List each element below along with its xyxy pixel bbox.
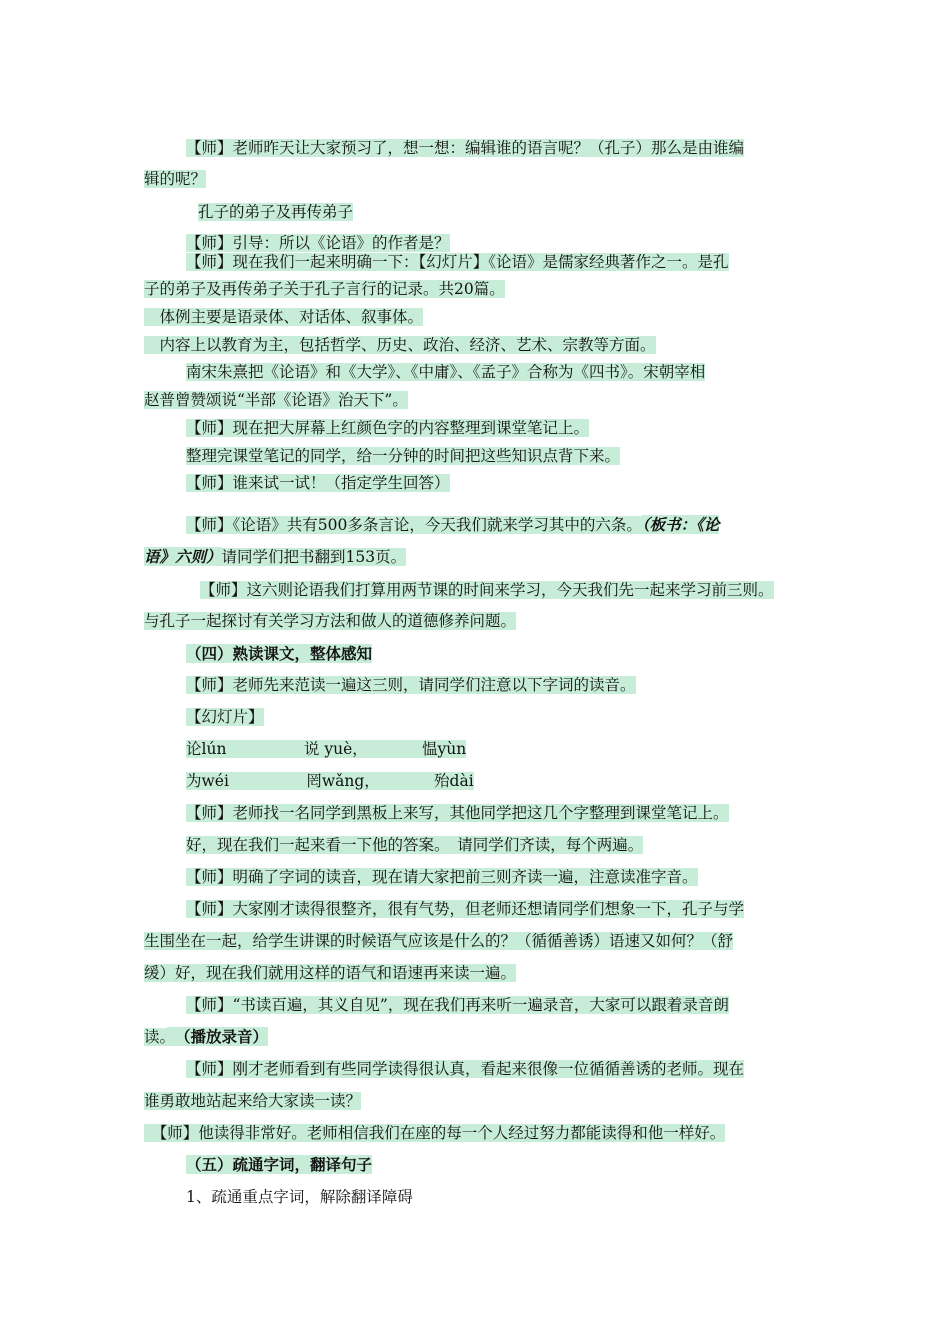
text-run: 孔子的弟子及再传弟子 [198,203,354,221]
text-run: 请同学们把书翻到153页。 [221,548,407,566]
paragraph-line [186,446,620,466]
paragraph-line [144,611,516,631]
text-run: 与孔子一起探讨有关学习方法和做人的道德修养问题。 [144,612,517,630]
paragraph-line [186,418,589,438]
text-run: 1、疏通重点字词，解除翻译障碍 [186,1188,413,1206]
paragraph-line [186,515,719,535]
text-run: 【师】他读得非常好。老师相信我们在座的每一个人经过努力都能读得和他一样好。 [144,1124,726,1142]
section-heading [186,644,372,664]
text-run: 【师】老师找一名同学到黑板上来写，其他同学把这几个字整理到课堂笔记上。 [186,804,729,822]
text-run: 论lún 说 yuè， 愠yùn [186,740,467,758]
text-run: 【师】现在我们一起来明确一下：【幻灯片】《论语》是儒家经典著作之一。是孔 [186,253,729,271]
text-run: 为wéi 罔wǎng， 殆dài [186,772,474,790]
text-run: 缓）好，现在我们就用这样的语气和语速再来读一遍。 [144,964,517,982]
text-run: 生围坐在一起，给学生讲课的时候语气应该是什么的？（循循善诱）语速又如何？（舒 [144,932,734,950]
text-run: 【师】这六则论语我们打算用两节课的时间来学习，今天我们先一起来学习前三则。 [200,581,774,599]
paragraph-line [186,995,729,1015]
paragraph-line [186,675,636,695]
text-run: （四）熟读课文，整体感知 [186,644,373,663]
paragraph-line [144,963,516,983]
paragraph-line [186,835,643,855]
paragraph-line [186,707,264,727]
paragraph-line [144,1123,725,1143]
text-run: 整理完课堂笔记的同学，给一分钟的时间把这些知识点背下来。 [186,447,621,465]
paragraph-line [186,473,450,493]
section-heading [186,1155,372,1175]
paragraph-line [144,279,505,299]
text-run: 南宋朱熹把《论语》和《大学》、《中庸》、《孟子》合称为《四书》。宋朝宰相 [186,363,706,381]
text-run: 好，现在我们一起来看一下他的答案。 请同学们齐读，每个两遍。 [186,836,644,854]
text-run: 辑的呢？ [144,170,207,188]
paragraph-line [186,803,729,823]
paragraph-line [144,169,206,189]
text-run: 【师】现在把大屏幕上红颜色字的内容整理到课堂笔记上。 [186,419,590,437]
stage-direction: （播放录音） [167,1027,269,1046]
text-run: 【师】老师先来范读一遍这三则，请同学们注意以下字词的读音。 [186,676,636,694]
text-run: 赵普曾赞颂说“半部《论语》治天下”。 [144,391,408,409]
text-run: （五）疏通字词，翻译句子 [186,1155,373,1174]
paragraph-line [144,335,656,355]
paragraph-line [144,547,406,567]
paragraph-line [144,307,423,327]
paragraph-line [186,138,744,158]
pinyin-line [186,739,466,759]
paragraph-line [144,1027,268,1047]
paragraph-line [144,931,733,951]
text-run: 读。 [144,1028,168,1046]
board-note-text: 语》六则） [144,547,222,566]
text-run: 【师】引导：所以《论语》的作者是？ [186,234,450,252]
paragraph-line [186,867,698,887]
paragraph-line [186,899,744,919]
text-run: 【幻灯片】 [186,708,264,726]
text-run: 子的弟子及再传弟子关于孔子言行的记录。共20篇。 [144,280,505,298]
paragraph-line [198,202,353,222]
paragraph-line [186,1059,744,1079]
text-run: 【师】“书读百遍，其义自见”，现在我们再来听一遍录音，大家可以跟着录音朗 [186,996,729,1014]
text-run: 谁勇敢地站起来给大家读一读？ [144,1092,362,1110]
paragraph-line [144,1091,361,1111]
paragraph-line [144,390,408,410]
text-run: 【师】明确了字词的读音，现在请大家把前三则齐读一遍，注意读准字音。 [186,868,698,886]
pinyin-line [186,771,474,791]
text-run: 【师】《论语》共有500多条言论，今天我们就来学习其中的六条。 [186,516,642,534]
text-run: 【师】谁来试一试！（指定学生回答） [186,474,450,492]
text-run: 【师】大家刚才读得很整齐，很有气势，但老师还想请同学们想象一下，孔子与学 [186,900,745,918]
paragraph-line [186,362,705,382]
paragraph-line [186,233,450,253]
board-note-text: （板书：《论 [641,515,720,534]
paragraph-line [200,580,774,600]
paragraph-line [186,1187,413,1207]
text-run: 体例主要是语录体、对话体、叙事体。 [144,308,424,326]
text-run: 【师】老师昨天让大家预习了，想一想：编辑谁的语言呢？（孔子）那么是由谁编 [186,139,745,157]
text-run: 内容上以教育为主，包括哲学、历史、政治、经济、艺术、宗教等方面。 [144,336,656,354]
text-run: 【师】刚才老师看到有些同学读得很认真，看起来很像一位循循善诱的老师。现在 [186,1060,745,1078]
paragraph-line [186,252,729,272]
